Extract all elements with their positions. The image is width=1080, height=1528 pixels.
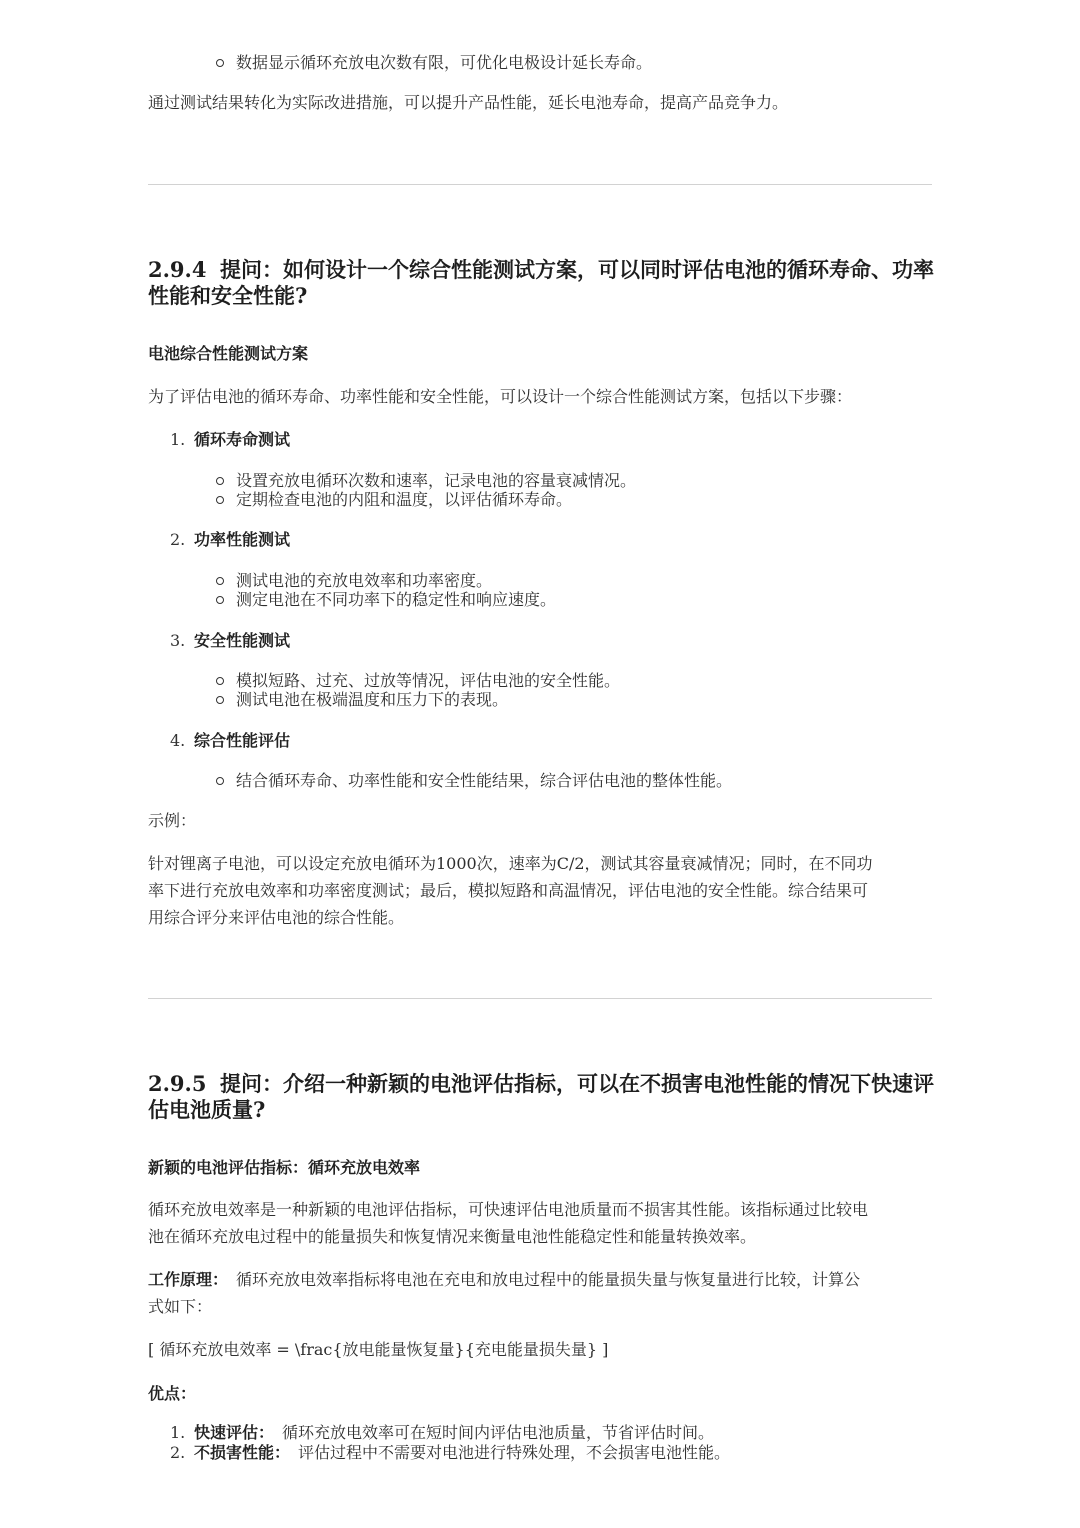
formula: [ 循环充放电效率 = \frac{放电能量恢复量}{充电能量损失量} ] — [148, 1340, 609, 1359]
list-item-text: 测定电池在不同功率下的稳定性和响应速度。 — [236, 590, 557, 609]
list-item-text: 测试电池在极端温度和压力下的表现。 — [236, 690, 509, 709]
item-title: 快速评估： — [194, 1423, 275, 1442]
item-number: 1. — [170, 430, 186, 449]
section-heading-2-9-5 — [148, 1071, 948, 1123]
section-title-line2: 估电池质量? — [148, 1097, 266, 1122]
example-paragraph — [148, 850, 948, 931]
list-item-text: 数据显示循环充放电次数有限，可优化电极设计延长寿命。 — [236, 53, 653, 72]
item-title: 循环寿命测试 — [194, 430, 291, 449]
circle-bullet-icon — [216, 59, 224, 67]
item-title: 安全性能测试 — [194, 631, 291, 650]
circle-bullet-icon — [216, 577, 224, 585]
principle-label: 工作原理： — [148, 1270, 229, 1289]
principle-paragraph — [148, 1266, 948, 1320]
list-item-text: 测试电池的充放电效率和功率密度。 — [236, 571, 493, 590]
item-description: 循环充放电效率可在短时间内评估电池质量，节省评估时间。 — [282, 1423, 715, 1442]
item-number: 1. — [170, 1423, 186, 1442]
list-item-text: 结合循环寿命、功率性能和安全性能结果，综合评估电池的整体性能。 — [236, 771, 733, 790]
item-title: 综合性能评估 — [194, 731, 291, 750]
subheading: 电池综合性能测试方案 — [148, 344, 309, 363]
item-number: 3. — [170, 631, 186, 650]
paragraph — [148, 1196, 948, 1250]
item-content — [194, 1423, 714, 1443]
item-title: 不损害性能： — [194, 1443, 291, 1462]
section-divider — [148, 184, 932, 185]
paragraph-line: 式如下： — [148, 1297, 213, 1316]
section-heading-2-9-4 — [148, 257, 948, 309]
advantages-label: 优点： — [148, 1384, 197, 1403]
circle-bullet-icon — [216, 777, 224, 785]
paragraph: 通过测试结果转化为实际改进措施，可以提升产品性能，延长电池寿命，提高产品竞争力。 — [148, 93, 789, 112]
item-number: 2. — [170, 530, 186, 549]
paragraph-line: 循环充放电效率是一种新颖的电池评估指标，可快速评估电池质量而不损害其性能。该指标通过比较电 — [148, 1200, 869, 1219]
section-divider — [148, 998, 932, 999]
item-content — [194, 1443, 730, 1463]
circle-bullet-icon — [216, 696, 224, 704]
circle-bullet-icon — [216, 677, 224, 685]
section-number: 2.9.4 — [148, 257, 207, 282]
item-number: 4. — [170, 731, 186, 750]
section-title-line2: 性能和安全性能? — [148, 283, 308, 308]
section-title-line1: 提问：如何设计一个综合性能测试方案，可以同时评估电池的循环寿命、功率 — [220, 257, 934, 282]
paragraph-line: 用综合评分来评估电池的综合性能。 — [148, 908, 405, 927]
circle-bullet-icon — [216, 496, 224, 504]
paragraph-line: 率下进行充放电效率和功率密度测试；最后，模拟短路和高温情况，评估电池的安全性能。综合结果可 — [148, 881, 869, 900]
section-number: 2.9.5 — [148, 1071, 207, 1096]
list-item-text: 定期检查电池的内阻和温度，以评估循环寿命。 — [236, 490, 573, 509]
paragraph-line: 池在循环充放电过程中的能量损失和恢复情况来衡量电池性能稳定性和能量转换效率。 — [148, 1227, 757, 1246]
intro-paragraph: 为了评估电池的循环寿命、功率性能和安全性能，可以设计一个综合性能测试方案，包括以下步骤： — [148, 387, 853, 406]
item-title: 功率性能测试 — [194, 530, 291, 549]
item-number: 2. — [170, 1443, 186, 1462]
list-item-text: 设置充放电循环次数和速率，记录电池的容量衰减情况。 — [236, 471, 637, 490]
circle-bullet-icon — [216, 596, 224, 604]
example-label: 示例： — [148, 811, 197, 830]
list-item-text: 模拟短路、过充、过放等情况，评估电池的安全性能。 — [236, 671, 621, 690]
item-description: 评估过程中不需要对电池进行特殊处理，不会损害电池性能。 — [298, 1443, 731, 1462]
circle-bullet-icon — [216, 477, 224, 485]
subheading: 新颖的电池评估指标：循环充放电效率 — [148, 1158, 421, 1177]
paragraph-line: 针对锂离子电池，可以设定充放电循环为1000次，速率为C/2，测试其容量衰减情况；同时，在不同功 — [148, 854, 873, 873]
section-title-line1: 提问：介绍一种新颖的电池评估指标，可以在不损害电池性能的情况下快速评 — [220, 1071, 934, 1096]
paragraph-line: 循环充放电效率指标将电池在充电和放电过程中的能量损失量与恢复量进行比较，计算公 — [236, 1270, 861, 1289]
